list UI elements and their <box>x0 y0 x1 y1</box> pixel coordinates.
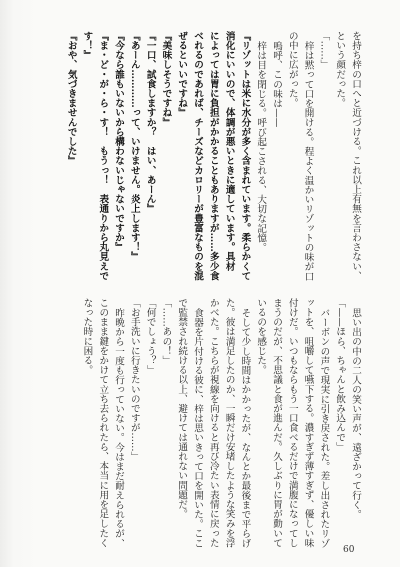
text-line: そして少し時間はかかったが、なんとか最後まで平らげ <box>239 307 251 548</box>
text-line: バーボンの声で現実に引き戻された。差し出されたリゾ <box>318 307 330 548</box>
dialogue-line: 『ま・ど・が・ら・す！ もうっ！ 表通りから丸見えで <box>97 31 109 281</box>
text-line: 梓は目を閉じる。呼び起こされる、大切な記憶。 <box>255 40 267 252</box>
dialogue-line: す！』 <box>81 31 93 60</box>
dialogue-line: 『リゾットは米に水分が多く含まれています。柔らかくて <box>239 31 251 281</box>
dialogue-line: ぜるといいですね』 <box>176 31 188 118</box>
text-line: 「……あの！」 <box>160 298 172 366</box>
text-line: 梓は黙って口を開ける。程よく温かいリゾットの味が口 <box>302 40 314 281</box>
page-number: 60 <box>343 545 355 555</box>
text-line: いるのを感じた。 <box>255 298 267 375</box>
dialogue-line: 『あーん…………って、いけません。炎上します！』 <box>128 31 140 262</box>
dialogue-line: 消化にいいので、体調が悪いときに適しています。具材 <box>223 31 235 271</box>
text-line: た。彼は満足したのか、一瞬だけ安堵したような笑みを浮 <box>223 298 235 548</box>
dialogue-line: 『今なら誰もいないから構わないじゃないですか』 <box>113 31 125 252</box>
text-line: かべた。こちらが視線を向けると再び冷たい表情に戻った <box>207 298 219 548</box>
text-line: 嗚呼、この味は—— <box>271 40 283 127</box>
text-line: ットを、咀嚼して嚥下する。濃すぎず薄すぎず、優しい味 <box>302 298 314 548</box>
lower-text-block <box>75 298 363 550</box>
text-line: を持ち梓の口へと近づける。これ以上有無を言わさない、 <box>350 31 361 281</box>
text-line: 食器を片付ける彼に、梓は思いきって口を開いた。ここ <box>192 307 204 548</box>
dialogue-line: 『美味しそうですね』 <box>160 31 172 127</box>
dialogue-line: 『一口、試食しますか？ はい、あーん』 <box>144 31 156 214</box>
text-line: の中に広がった。 <box>286 31 298 108</box>
dialogue-line: 『おや、気づきませんでした』 <box>65 31 77 166</box>
text-line: まうのだが、不思議と食が進んだ。久しぶりに胃が動いて <box>271 298 283 548</box>
dialogue-line: によっては胃に負担がかかることもありますが……多少食 <box>207 31 219 281</box>
text-line: 付けだ。いつもならもう一口食べるだけで満腹になってし <box>286 298 298 548</box>
upper-text-block <box>61 31 363 286</box>
text-line: 昨晩から一度も行っていない。今はまだ耐えられるが、 <box>113 307 125 548</box>
text-line: なった時に困る。 <box>81 298 93 375</box>
text-line: このまま鍵をかけて立ち去られたら、本当に用を足したく <box>97 298 109 548</box>
text-line: という顔だった。 <box>334 31 346 108</box>
text-line: で監禁され続ける以上、避けては通れない問題だ。 <box>176 298 188 519</box>
text-line: 思い出の中の二人の笑い声が、遠ざかって行く。 <box>350 307 361 519</box>
text-line: 「何でしょう？」 <box>144 298 156 375</box>
text-line: 「……」 <box>318 31 330 70</box>
text-line: 「——ほら、ちゃんと飲み込んで」 <box>334 298 346 452</box>
text-line: 「お手洗いに行きたいのですが……」 <box>128 298 140 462</box>
dialogue-line: べれるのであれば、チーズなどカロリーが豊富なものを混 <box>192 31 204 281</box>
